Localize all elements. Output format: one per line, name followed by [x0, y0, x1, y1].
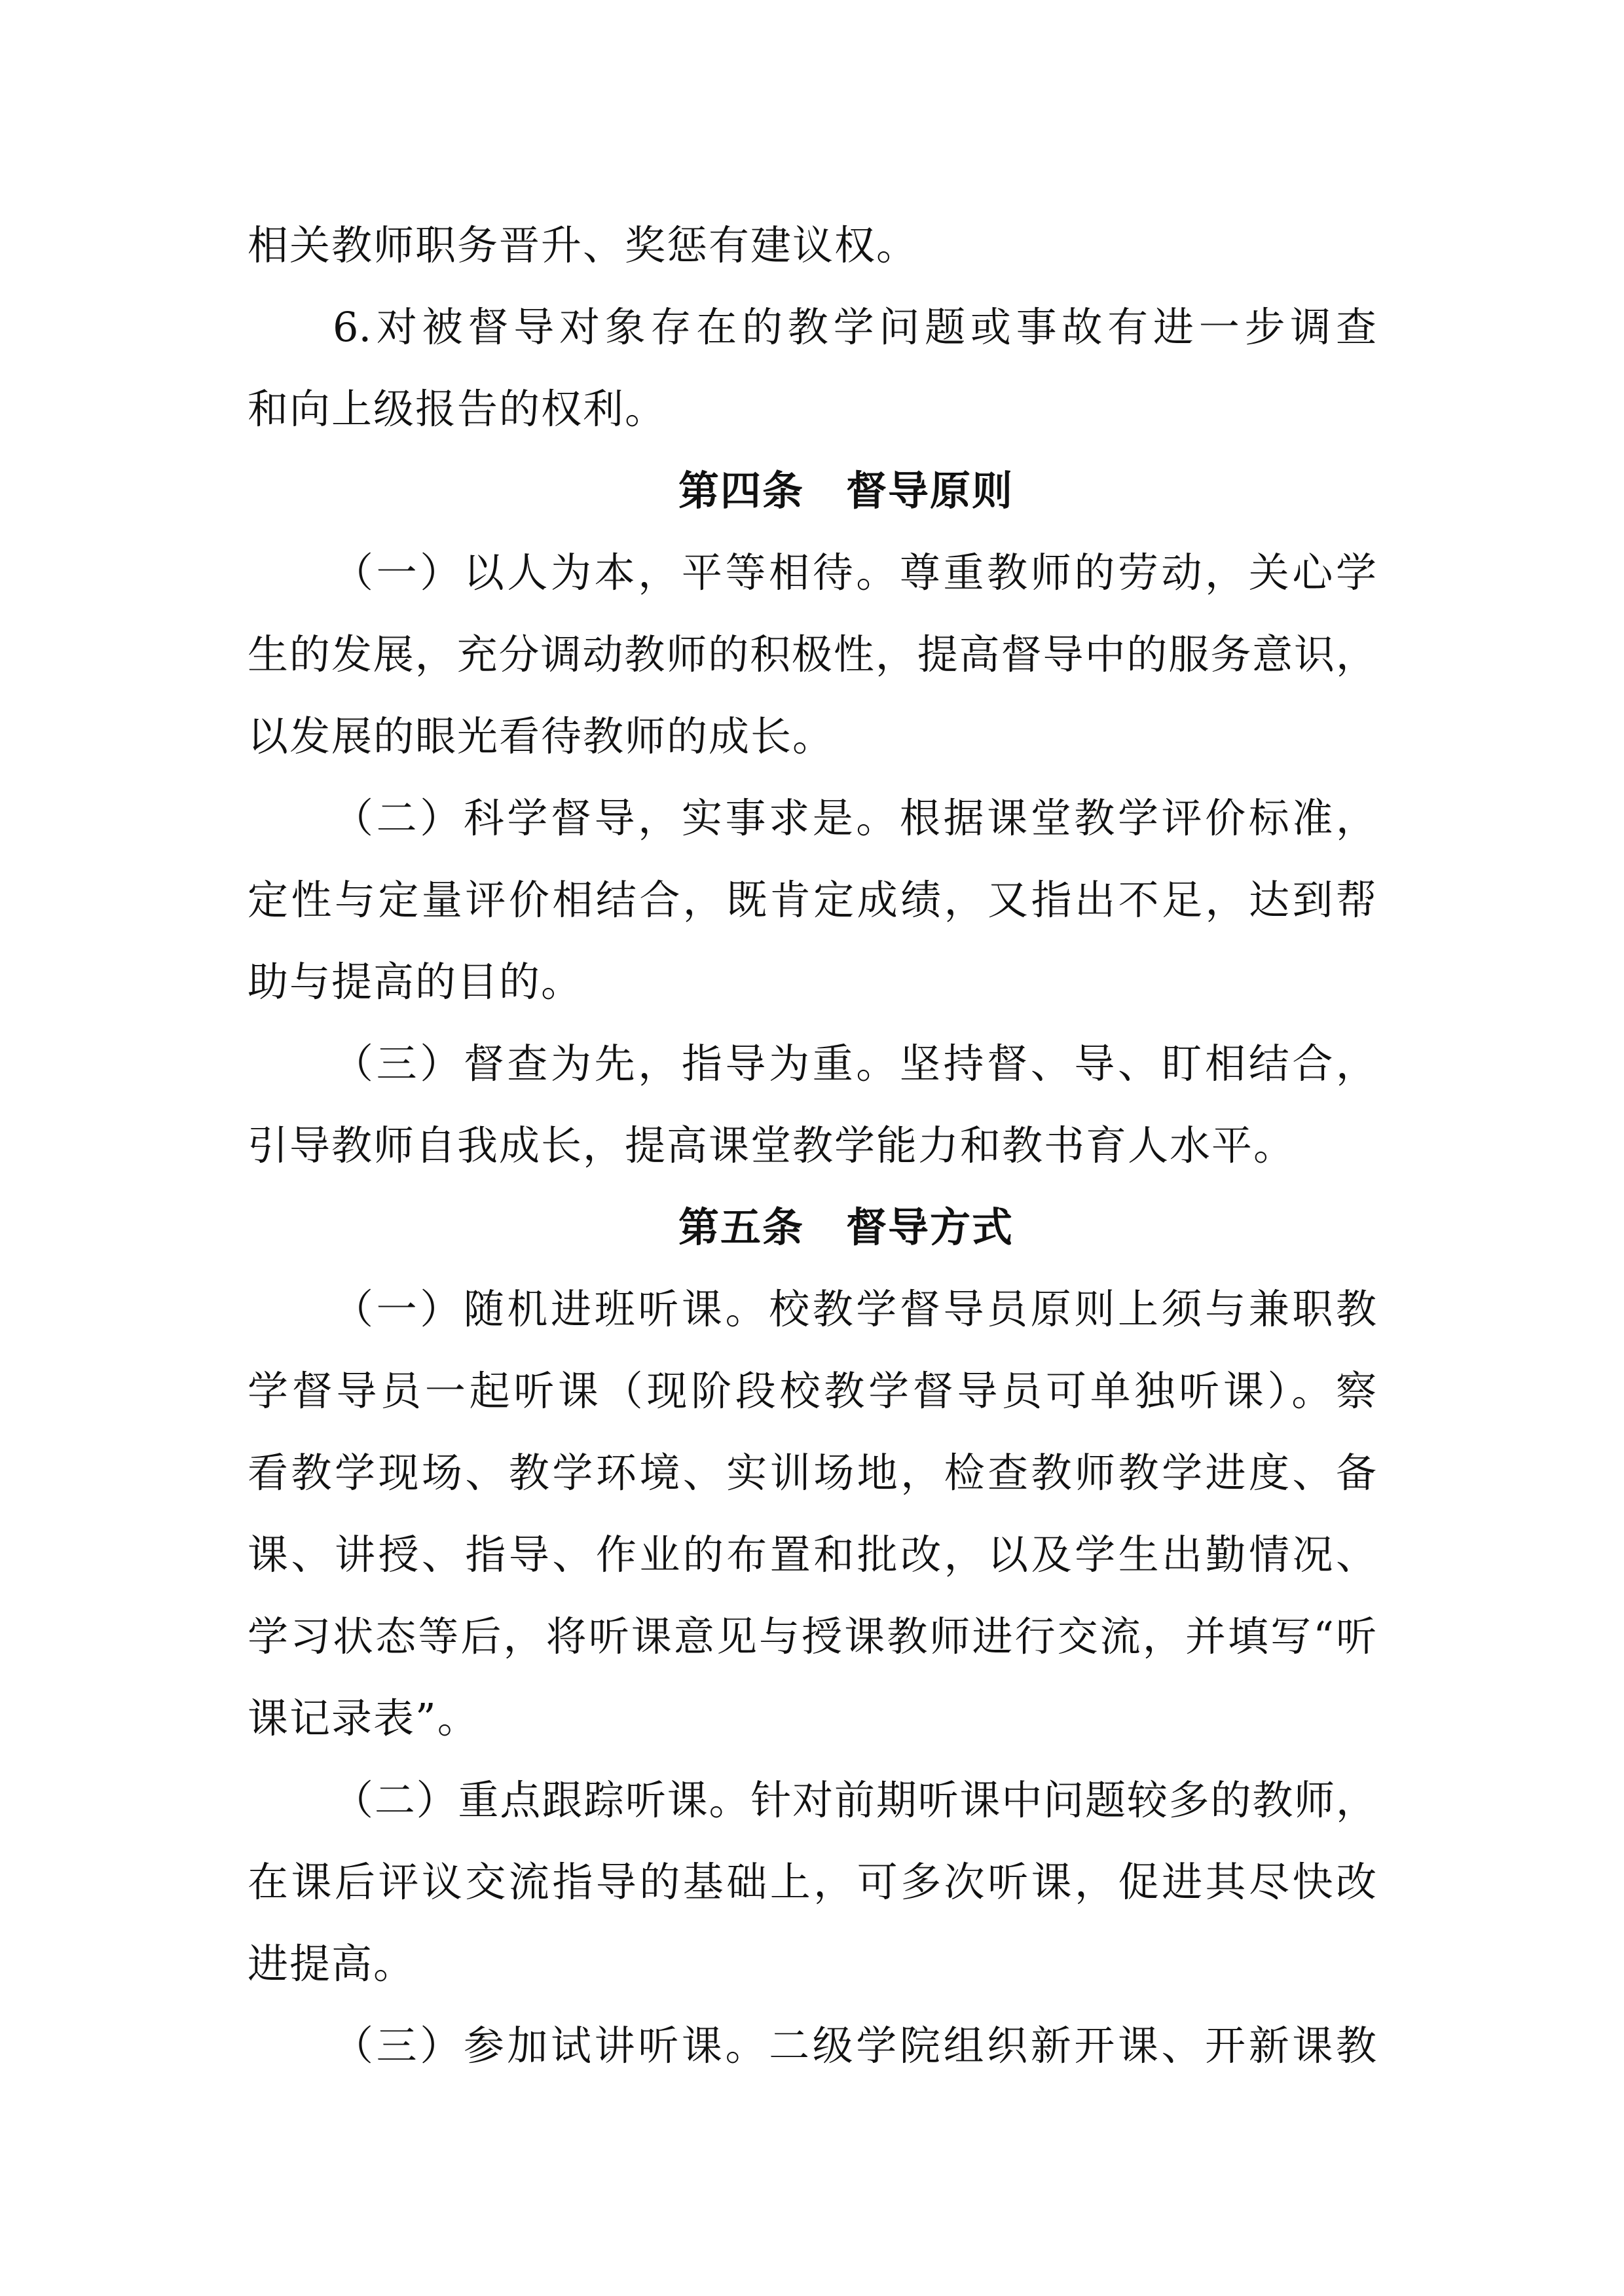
paragraph-line: （二）科学督导，实事求是。根据课堂教学评价标准， — [333, 794, 1376, 842]
paragraph-line: 引导教师自我成长，提高课堂教学能力和教书育人水平。 — [248, 1121, 1296, 1169]
article-5-item-3 — [248, 2005, 1376, 2086]
paragraph-line: 相关教师职务晋升、奖惩有建议权。 — [248, 221, 919, 269]
paragraph-line: （一）以人为本，平等相待。尊重教师的劳动，关心学 — [333, 549, 1376, 596]
paragraph-line: 课、讲授、指导、作业的布置和批改，以及学生出勤情况、 — [248, 1531, 1376, 1578]
paragraph-line: 以发展的眼光看待教师的成长。 — [248, 712, 835, 760]
paragraph-line: 助与提高的目的。 — [248, 958, 583, 1006]
paragraph-line: 6.对被督导对象存在的教学问题或事故有进一步调查 — [333, 303, 1376, 351]
paragraph-line: 生的发展，充分调动教师的积极性，提高督导中的服务意识， — [248, 630, 1376, 678]
document-body — [248, 204, 1376, 2086]
paragraph-line: （三）参加试讲听课。二级学院组织新开课、开新课教 — [333, 2022, 1376, 2069]
paragraph-line: 进提高。 — [248, 1940, 416, 1988]
paragraph-line: 定性与定量评价相结合，既肯定成绩，又指出不足，达到帮 — [248, 876, 1376, 924]
paragraph-line: 学督导员一起听课（现阶段校教学督导员可单独听课）。察 — [248, 1367, 1376, 1415]
article-4-heading: 第四条 督导原则 — [678, 467, 1014, 515]
paragraph-line: （三）督查为先，指导为重。坚持督、导、盯相结合， — [333, 1040, 1376, 1087]
paragraph-line: 看教学现场、教学环境、实训场地，检查教师教学进度、备 — [248, 1449, 1376, 1497]
article-5-item-1 — [248, 1268, 1376, 1759]
article-4-item-2 — [248, 777, 1376, 1023]
paragraph-line: 和向上级报告的权利。 — [248, 385, 667, 433]
paragraph-item-6 — [248, 286, 1376, 450]
paragraph-line: 在课后评议交流指导的基础上，可多次听课，促进其尽快改 — [248, 1858, 1376, 1906]
article-5-item-2 — [248, 1759, 1376, 2005]
article-4-item-1 — [248, 532, 1376, 777]
article-4-item-3 — [248, 1023, 1376, 1186]
paragraph-line: （二）重点跟踪听课。针对前期听课中问题较多的教师， — [333, 1776, 1376, 1824]
paragraph-continuation — [248, 204, 1376, 286]
paragraph-line: 学习状态等后，将听课意见与授课教师进行交流，并填写“听 — [248, 1613, 1376, 1660]
paragraph-line: 课记录表”。 — [248, 1694, 479, 1742]
article-5-heading: 第五条 督导方式 — [678, 1203, 1014, 1251]
paragraph-line: （一）随机进班听课。校教学督导员原则上须与兼职教 — [333, 1285, 1376, 1333]
